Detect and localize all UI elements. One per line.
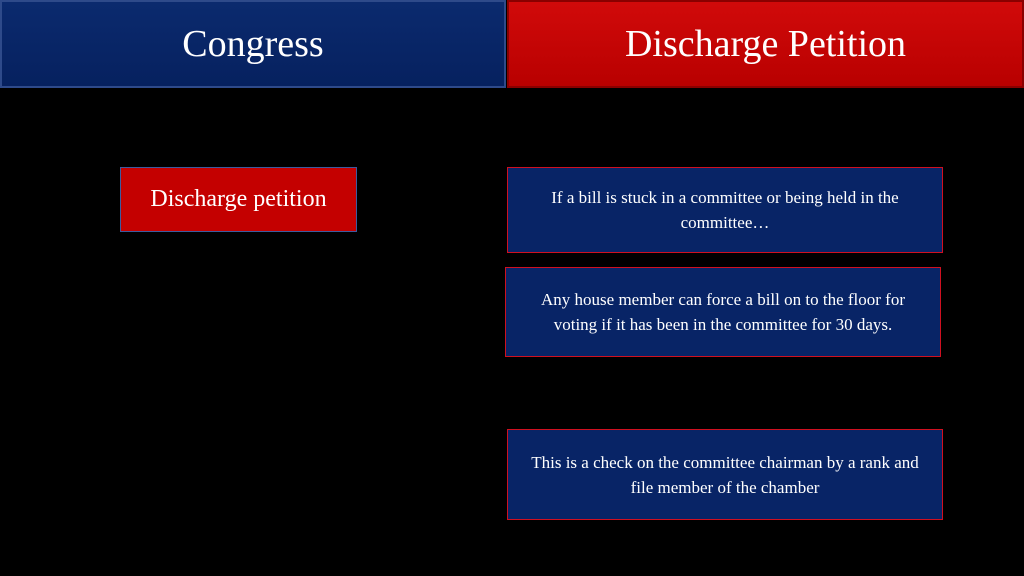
header-discharge-petition-title: Discharge Petition [624, 23, 907, 65]
term-box [120, 167, 357, 232]
description-box-2 [505, 267, 941, 357]
header-congress-title: Congress [182, 23, 324, 65]
description-text-2: Any house member can force a bill on to the floor for voting if it has been in the committee for 30 days. [541, 290, 905, 334]
header-congress [0, 0, 506, 88]
description-box-3 [507, 429, 943, 520]
term-label: Discharge petition [150, 186, 327, 212]
description-box-1 [507, 167, 943, 253]
description-text-3: This is a check on the committee chairman by a rank and file member of the chamber [531, 452, 919, 497]
header-discharge-petition [507, 0, 1024, 88]
description-text-1: If a bill is stuck in a committee or being held in the committee… [551, 188, 899, 232]
